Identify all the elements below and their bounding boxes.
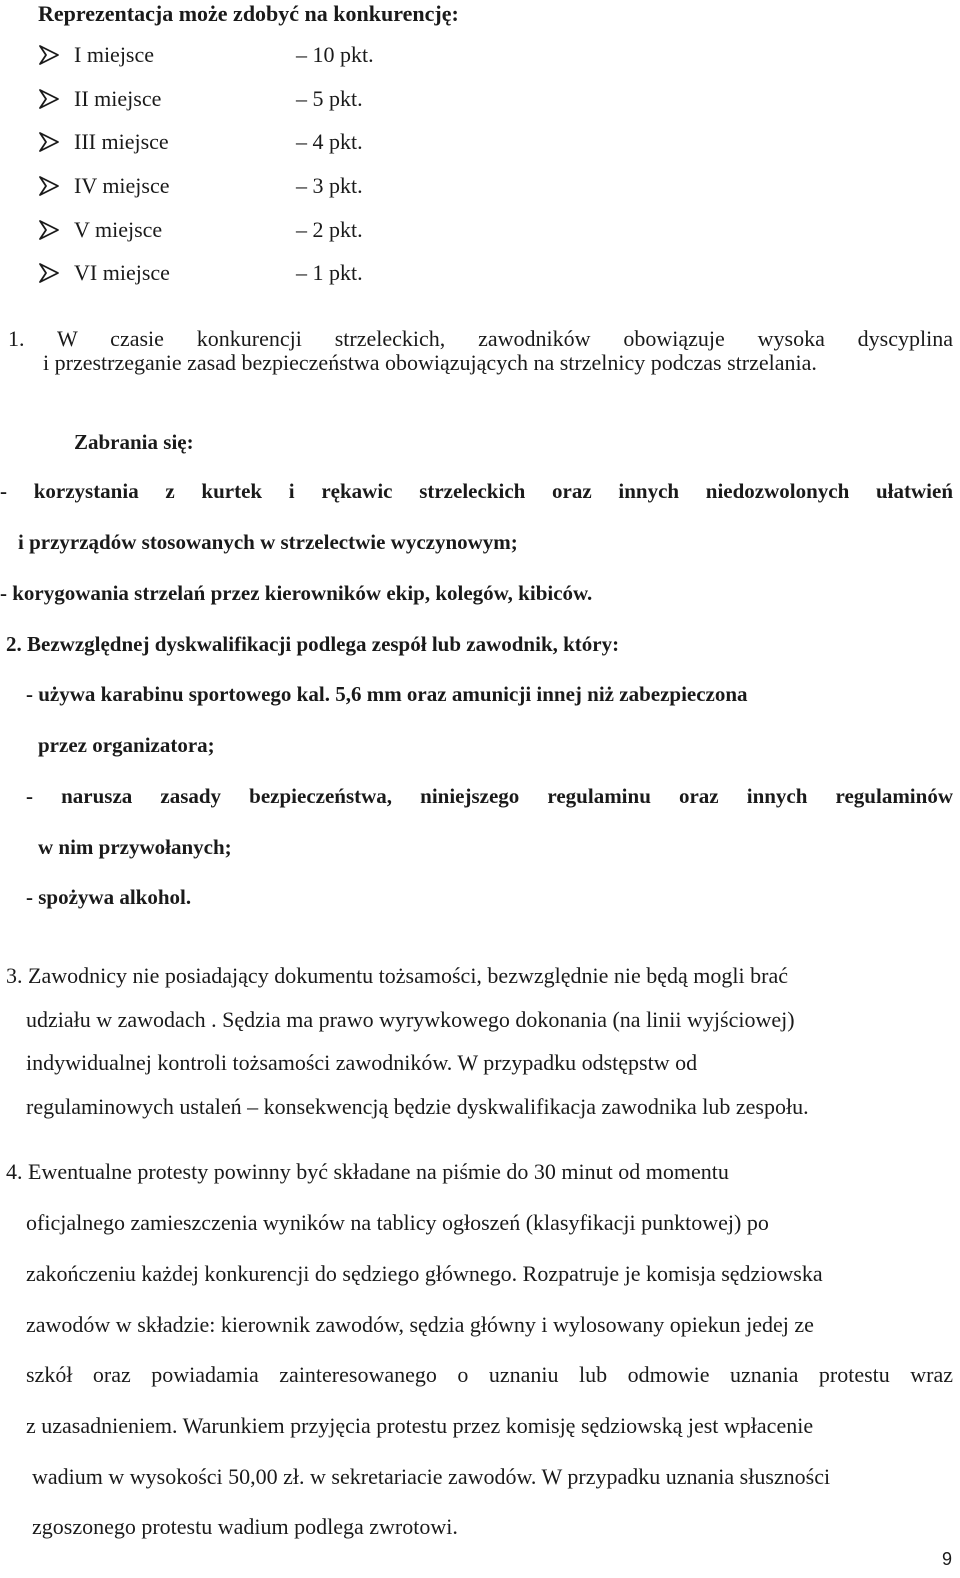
section-3-line: 3. Zawodnicy nie posiadający dokumentu tożsamości, bezwzględnie nie będą mogli brać	[6, 963, 788, 988]
forbidden-item: - korzystania z kurtek i rękawic strzeleckich oraz innych niedozwolonych ułatwień	[0, 479, 953, 503]
section-3-line: regulaminowych ustaleń – konsekwencją będzie dyskwalifikacja zawodnika lub zespołu.	[26, 1094, 809, 1119]
disqualification-item: - narusza zasady bezpieczeństwa, niniejszego regulaminu oraz innych regulaminów	[26, 784, 953, 808]
forbidden-item: - korygowania strzelań przez kierowników ekip, kolegów, kibiców.	[0, 581, 593, 605]
section-4-line: zgoszonego protestu wadium podlega zwrotowi.	[32, 1514, 458, 1539]
ranking-points: – 3 pkt.	[296, 173, 363, 198]
forbidden-label: Zabrania się:	[74, 430, 194, 454]
ranking-points: – 4 pkt.	[296, 129, 363, 154]
section-1-line: i przestrzeganie zasad bezpieczeństwa obowiązujących na strzelnicy podczas strzelania.	[43, 350, 817, 375]
section-2-heading: 2. Bezwzględnej dyskwalifikacji podlega zespół lub zawodnik, który:	[6, 632, 620, 656]
ranking-points: – 10 pkt.	[296, 42, 374, 67]
ranking-points: – 2 pkt.	[296, 217, 363, 242]
disqualification-item-continued: przez organizatora;	[38, 733, 215, 757]
ranking-place: IV miejsce	[74, 173, 170, 198]
arrowhead-bullet-icon	[38, 175, 60, 197]
arrowhead-bullet-icon	[38, 262, 60, 284]
disqualification-item: - używa karabinu sportowego kal. 5,6 mm oraz amunicji innej niż zabezpieczona	[26, 682, 748, 706]
arrowhead-bullet-icon	[38, 88, 60, 110]
section-4-line: wadium w wysokości 50,00 zł. w sekretariacie zawodów. W przypadku uznania słuszności	[32, 1464, 831, 1489]
ranking-place: III miejsce	[74, 129, 169, 154]
ranking-place: VI miejsce	[74, 260, 170, 285]
arrowhead-bullet-icon	[38, 219, 60, 241]
section-4-line: oficjalnego zamieszczenia wyników na tablicy ogłoszeń (klasyfikacji punktowej) po	[26, 1210, 769, 1235]
forbidden-item-continued: i przyrządów stosowanych w strzelectwie wyczynowym;	[18, 530, 518, 554]
section-3-line: udziału w zawodach . Sędzia ma prawo wyrywkowego dokonania (na linii wyjściowej)	[26, 1007, 795, 1032]
ranking-heading: Reprezentacja może zdobyć na konkurencję:	[38, 1, 459, 26]
ranking-item	[0, 128, 420, 156]
ranking-item	[0, 259, 420, 287]
section-1-line: 1. W czasie konkurencji strzeleckich, zawodników obowiązuje wysoka dyscyplina	[8, 326, 953, 351]
section-4-line: szkół oraz powiadamia zainteresowanego o uznaniu lub odmowie uznania protestu wraz	[26, 1362, 953, 1387]
ranking-place: V miejsce	[74, 217, 163, 242]
section-4-line: 4. Ewentualne protesty powinny być składane na piśmie do 30 minut od momentu	[6, 1159, 729, 1184]
section-4-line: zakończeniu każdej konkurencji do sędziego głównego. Rozpatruje je komisja sędziowska	[26, 1261, 823, 1286]
arrowhead-bullet-icon	[38, 131, 60, 153]
page-number: 9	[942, 1549, 953, 1569]
section-4-line: zawodów w składzie: kierownik zawodów, sędzia główny i wylosowany opiekun jedej ze	[26, 1312, 814, 1337]
ranking-points: – 1 pkt.	[296, 260, 363, 285]
ranking-item	[0, 41, 420, 69]
ranking-item	[0, 85, 420, 113]
section-3-line: indywidualnej kontroli tożsamości zawodników. W przypadku odstępstw od	[26, 1050, 698, 1075]
section-4-line: z uzasadnieniem. Warunkiem przyjęcia protestu przez komisję sędziowską jest wpłacenie	[26, 1413, 814, 1438]
ranking-place: I miejsce	[74, 42, 155, 67]
ranking-item	[0, 172, 420, 200]
ranking-item	[0, 216, 420, 244]
ranking-place: II miejsce	[74, 86, 162, 111]
arrowhead-bullet-icon	[38, 44, 60, 66]
disqualification-item: - spożywa alkohol.	[26, 885, 192, 909]
disqualification-item-continued: w nim przywołanych;	[38, 835, 232, 859]
ranking-points: – 5 pkt.	[296, 86, 363, 111]
